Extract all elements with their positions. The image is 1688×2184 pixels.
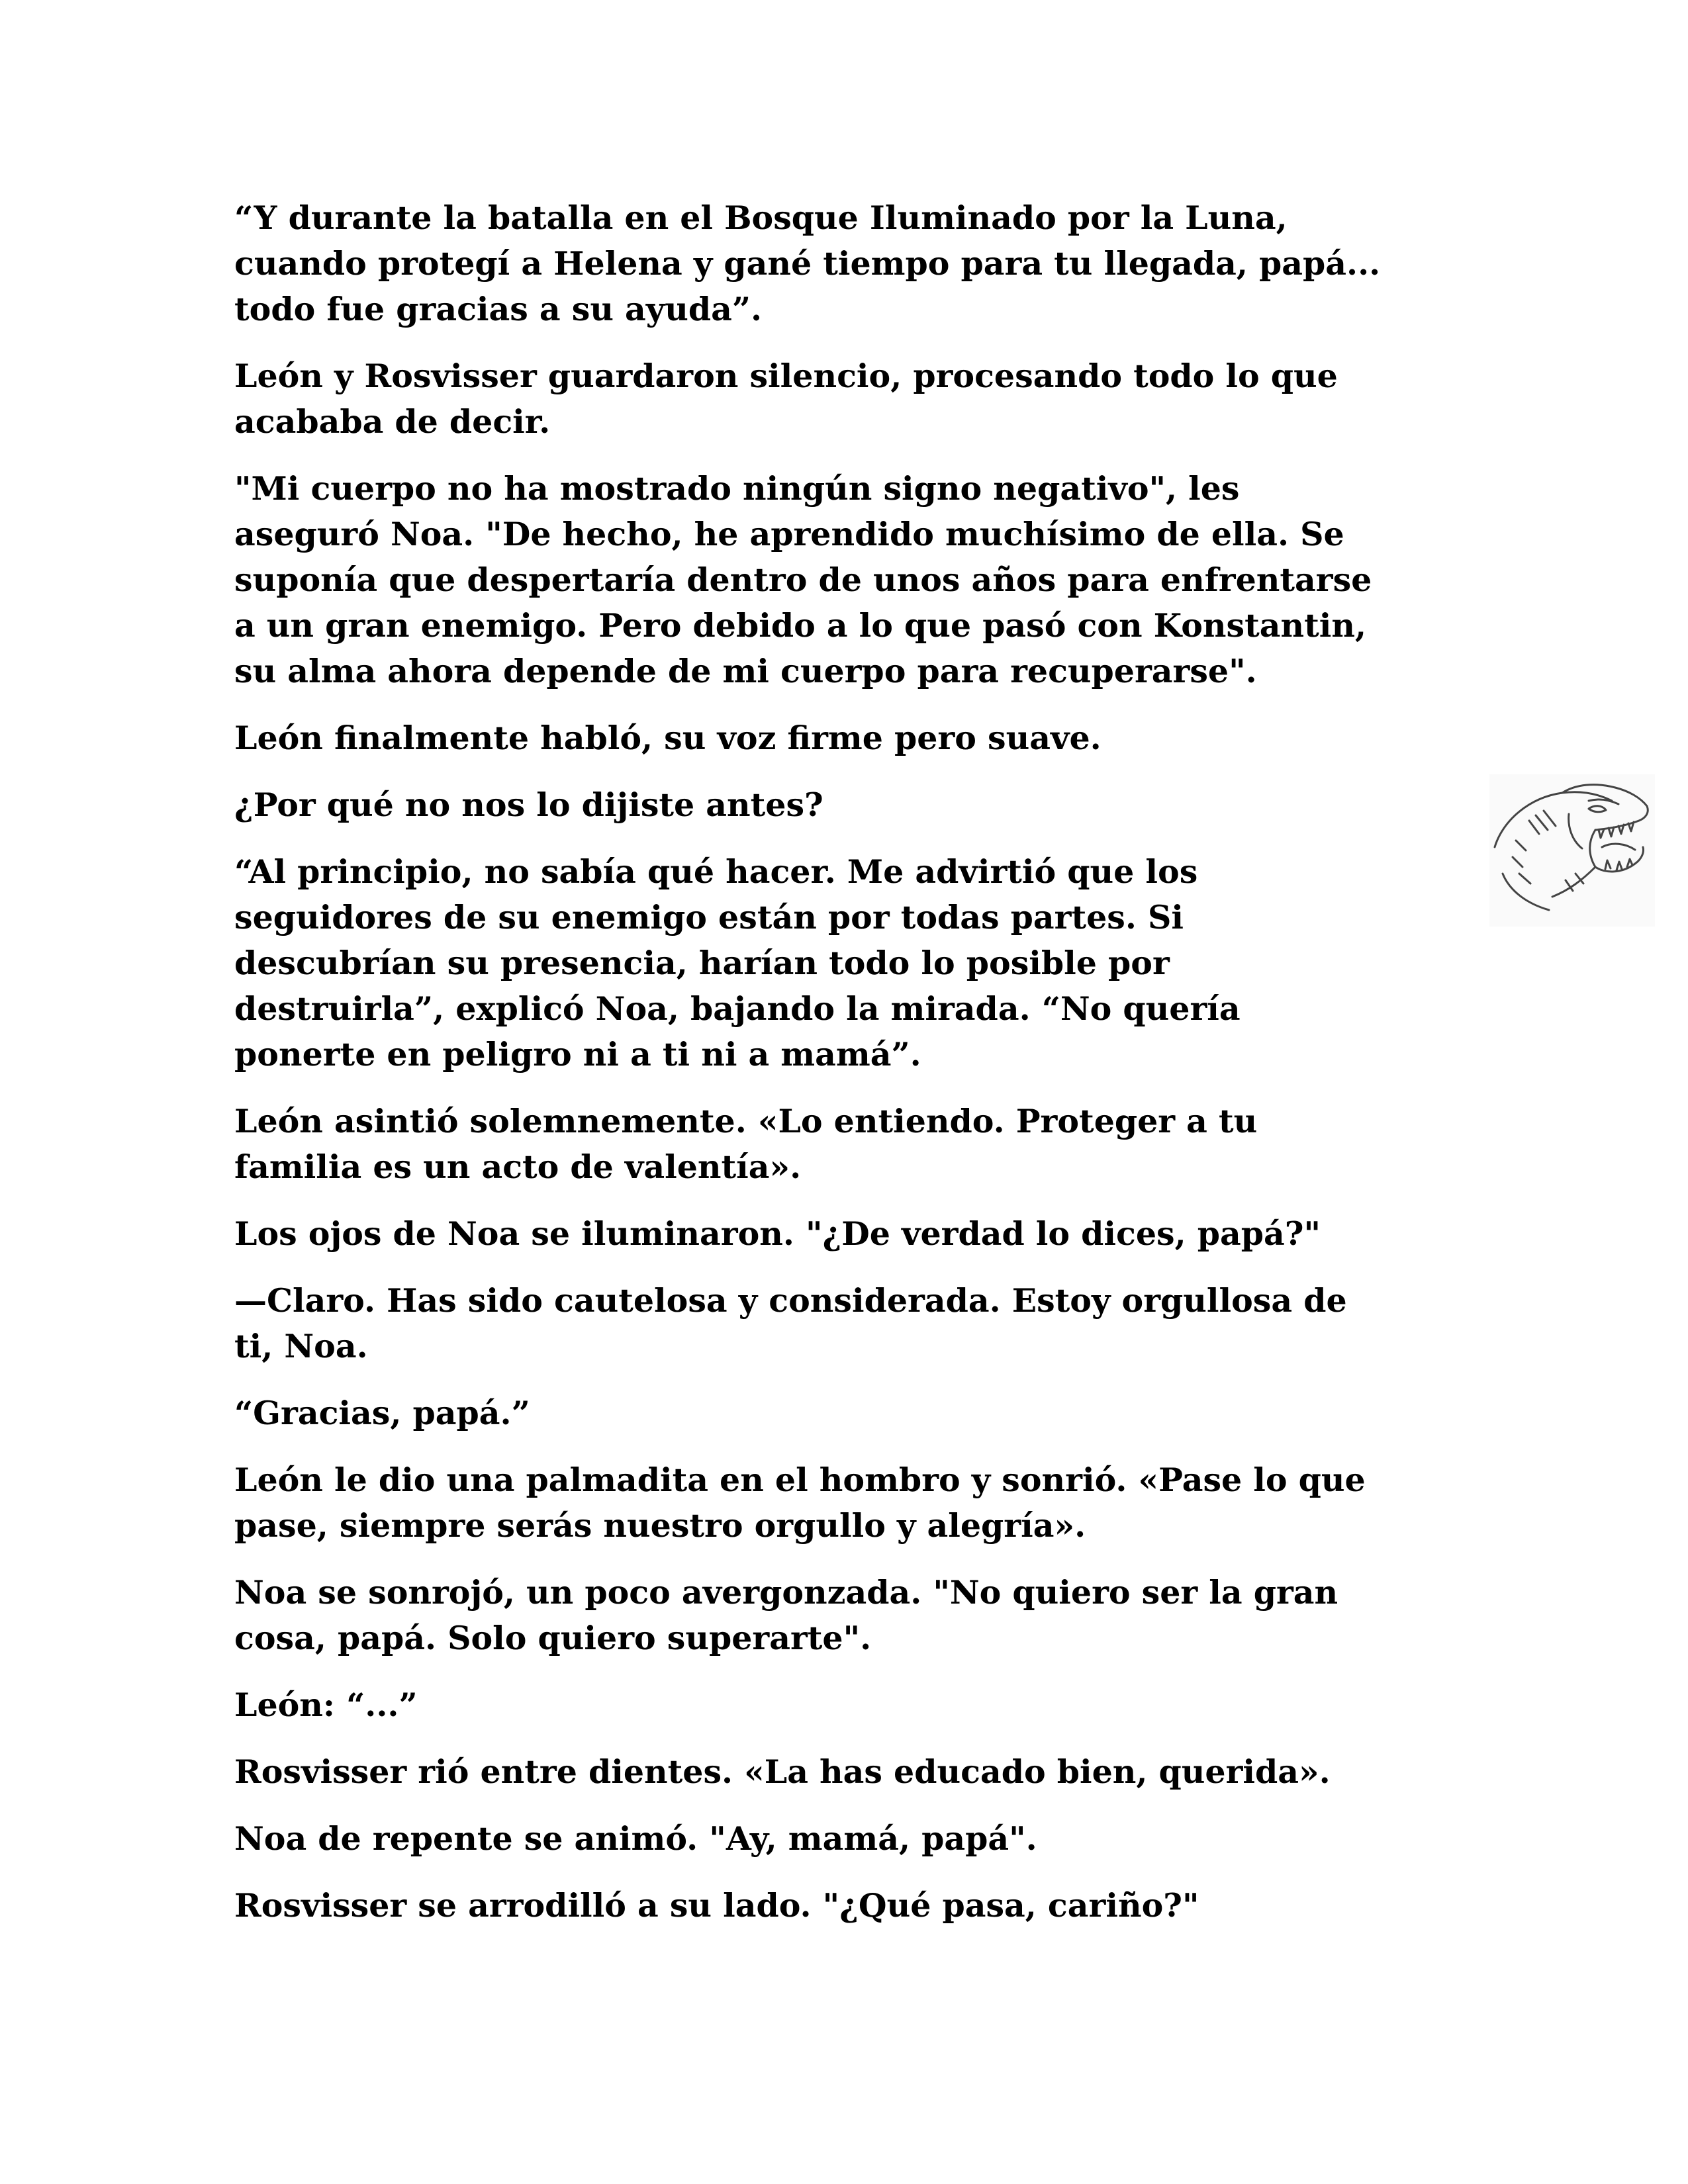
paragraph: Rosvisser se arrodilló a su lado. "¿Qué pasa, cariño?" xyxy=(234,1886,1199,1925)
document-body xyxy=(234,195,1466,1950)
paragraph: León le dio una palmadita en el hombro y sonrió. «Pase lo que pase, siempre serás nuestro orgullo y alegría». xyxy=(234,1461,1366,1545)
paragraph: —Claro. Has sido cautelosa y considerada. Estoy orgullosa de ti, Noa. xyxy=(234,1281,1347,1365)
paragraph: “Y durante la batalla en el Bosque Iluminado por la Luna, cuando protegí a Helena y gané tiempo para tu llegada, papá... todo fue gracias a su ayuda”. xyxy=(234,199,1381,328)
paragraph: Noa se sonrojó, un poco avergonzada. "No quiero ser la gran cosa, papá. Solo quiero superarte". xyxy=(234,1573,1338,1657)
paragraph: Rosvisser rió entre dientes. «La has educado bien, querida». xyxy=(234,1752,1331,1791)
paragraph: León y Rosvisser guardaron silencio, procesando todo lo que acababa de decir. xyxy=(234,357,1338,441)
paragraph: "Mi cuerpo no ha mostrado ningún signo negativo", les aseguró Noa. "De hecho, he aprendido muchísimo de ella. Se suponía que despertaría dentro de unos años para enfrentarse a un gran enemigo. Pero debido a lo que pasó con Konstantin, su alma ahora depende de mi cuerpo para recuperarse". xyxy=(234,469,1372,690)
dinosaur-head-sketch-icon xyxy=(1489,774,1655,927)
paragraph: “Gracias, papá.” xyxy=(234,1394,530,1432)
paragraph: León asintió solemnemente. «Lo entiendo. Proteger a tu familia es un acto de valentía». xyxy=(234,1102,1258,1186)
paragraph: Los ojos de Noa se iluminaron. "¿De verdad lo dices, papá?" xyxy=(234,1214,1321,1253)
paragraph: León finalmente habló, su voz firme pero suave. xyxy=(234,719,1102,757)
paragraph: “Al principio, no sabía qué hacer. Me advirtió que los seguidores de su enemigo están por todas partes. Si descubrían su presencia, harían todo lo posible por destruirla”, explicó Noa, bajando la mirada. “No quería ponerte en peligro ni a ti ni a mamá”. xyxy=(234,852,1241,1073)
paragraph: ¿Por qué no nos lo dijiste antes? xyxy=(234,786,823,824)
paragraph: León: “...” xyxy=(234,1686,418,1724)
paragraph: Noa de repente se animó. "Ay, mamá, papá". xyxy=(234,1819,1037,1858)
